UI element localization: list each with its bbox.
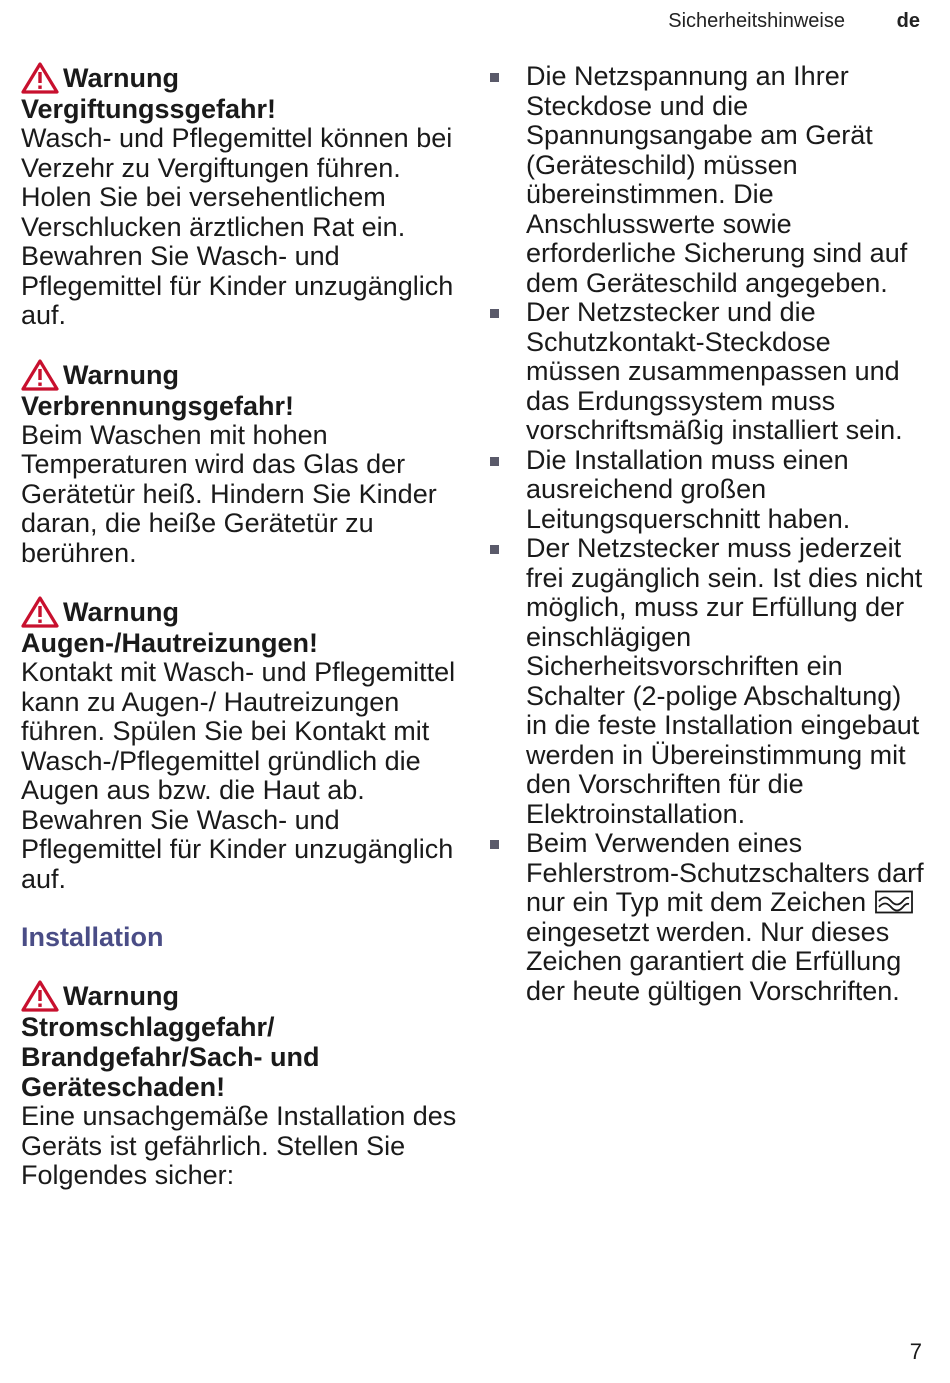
list-item: Beim Verwenden eines Fehlerstrom-Schutzschalters darf nur ein Typ mit dem Zeichen eingesetzt werden. Nur dieses Zeichen garantiert die Erfüllung der heute gültigen Vorschriften. [488, 829, 928, 1006]
list-item: Der Netzstecker muss jederzeit frei zugänglich sein. Ist dies nicht möglich, muss zur Erfüllung der einschlägigen Sicherheitsvorschriften ein Schalter (2-polige Abschaltung) in die feste Installation eingebaut werden in Übereinstimmung mit den Vorschriften für die Elektroinstallation. [488, 534, 928, 829]
installation-heading: Installation [21, 922, 164, 952]
right-column [488, 62, 928, 1006]
warning-text: Wasch- und Pflegemittel können bei Verzehr zu Vergiftungen führen. Holen Sie bei versehentlichem Verschlucken ärztlichen Rat ein. Bewahren Sie Wasch- und Pflegemittel für Kinder unzugänglich auf. [21, 123, 454, 330]
warning-title: Verbrennungsgefahr! [21, 390, 295, 421]
warning-triangle-icon [21, 62, 59, 94]
warning-burn [21, 359, 461, 569]
left-column [21, 62, 461, 1219]
warning-label: Warnung [63, 597, 179, 627]
warning-label: Warnung [63, 359, 179, 390]
bullet-square-icon [490, 309, 499, 318]
warning-label: Warnung [63, 981, 179, 1011]
page-number: 7 [909, 1339, 922, 1364]
bullet-square-icon [490, 73, 499, 82]
warning-title: Vergiftungssgefahr! [21, 94, 277, 124]
warning-irritation [21, 596, 461, 894]
bullet-square-icon [490, 840, 499, 849]
warning-triangle-icon [21, 359, 59, 391]
warning-text: Eine unsachgemäße Installation des Geräts ist gefährlich. Stellen Sie Folgendes sicher: [21, 1101, 457, 1190]
list-item: Die Netzspannung an Ihrer Steckdose und die Spannungsangabe am Gerät (Geräteschild) müssen übereinstimmen. Die Anschlusswerte sowie erforderliche Sicherung sind auf dem Geräteschild angegeben. [488, 62, 928, 298]
bullet-square-icon [490, 457, 499, 466]
warning-label: Warnung [63, 63, 179, 93]
page-header [0, 8, 950, 36]
list-item: Der Netzstecker und die Schutzkontakt-Steckdose müssen zusammenpassen und das Erdungssystem muss vorschriftsmäßig installiert sein. [488, 298, 928, 446]
warning-text: Kontakt mit Wasch- und Pflegemittel kann zu Augen-/ Hautreizungen führen. Spülen Sie bei Kontakt mit Wasch-/Pflegemittel gründlich die Augen aus bzw. die Haut ab. Bewahren Sie Wasch- und Pflegemittel für Kinder unzugänglich auf. [21, 657, 456, 894]
warning-poisoning [21, 62, 461, 331]
language-code: de [896, 10, 920, 32]
warning-text: Beim Waschen mit hohen Temperaturen wird das Glas der Gerätetür heiß. Hindern Sie Kinder daran, die heiße Gerätetür zu berühren. [21, 419, 437, 568]
warning-title: Augen-/Hautreizungen! [21, 628, 318, 658]
section-title: Sicherheitshinweise [668, 10, 845, 32]
rcd-symbol-icon [874, 890, 914, 914]
warning-triangle-icon [21, 980, 59, 1012]
installation-list [488, 62, 928, 1006]
list-item: Die Installation muss einen ausreichend großen Leitungsquerschnitt haben. [488, 446, 928, 535]
warning-installation [21, 980, 461, 1191]
warning-triangle-icon [21, 596, 59, 628]
bullet-square-icon [490, 545, 499, 554]
warning-title: Stromschlaggefahr/ Brandgefahr/Sach- und Geräteschaden! [21, 1012, 320, 1102]
